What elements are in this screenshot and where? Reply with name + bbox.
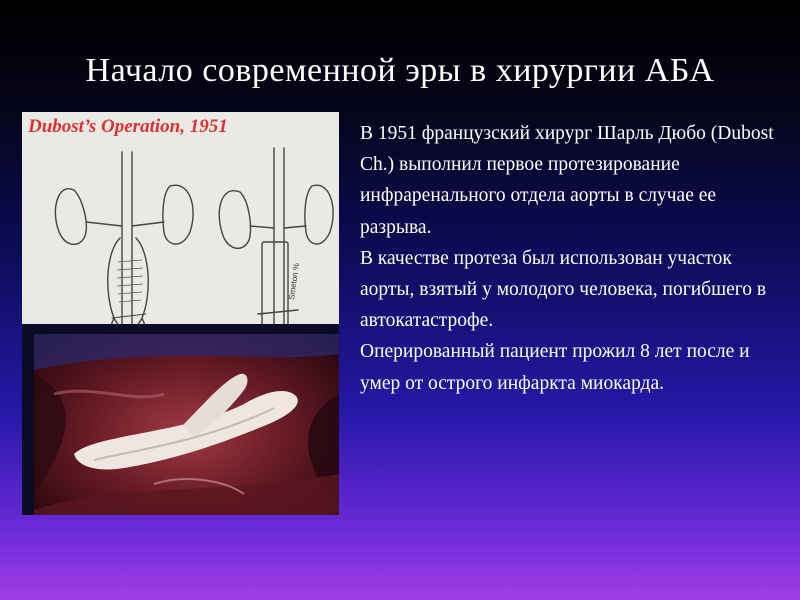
figure-caption: Dubost’s Operation, 1951 — [28, 116, 228, 137]
aorta-schematic-drawing — [22, 142, 339, 324]
paragraph-graft: В качестве протеза был использован участок аорты, взятый у молодого человека, погибшего в автокатастрофе. — [360, 247, 767, 332]
operation-diagram — [22, 112, 339, 324]
slide-title: Начало современной эры в хирургии АБА — [85, 52, 715, 89]
paragraph-outcome: Оперированный пациент прожил 8 лет после и умер от острого инфаркта миокарда. — [360, 341, 750, 394]
figure-panel — [22, 112, 339, 515]
graft-label: Smeton % — [287, 262, 302, 301]
body-text — [360, 118, 780, 399]
surgical-photo-drawing — [34, 334, 339, 515]
paragraph-history: В 1951 французский хирург Шарль Дюбо (Dubost Ch.) выполнил первое протезирование инфраренального отдела аорты в случае ее разрыва. — [360, 123, 774, 238]
surgical-photo — [34, 334, 339, 515]
